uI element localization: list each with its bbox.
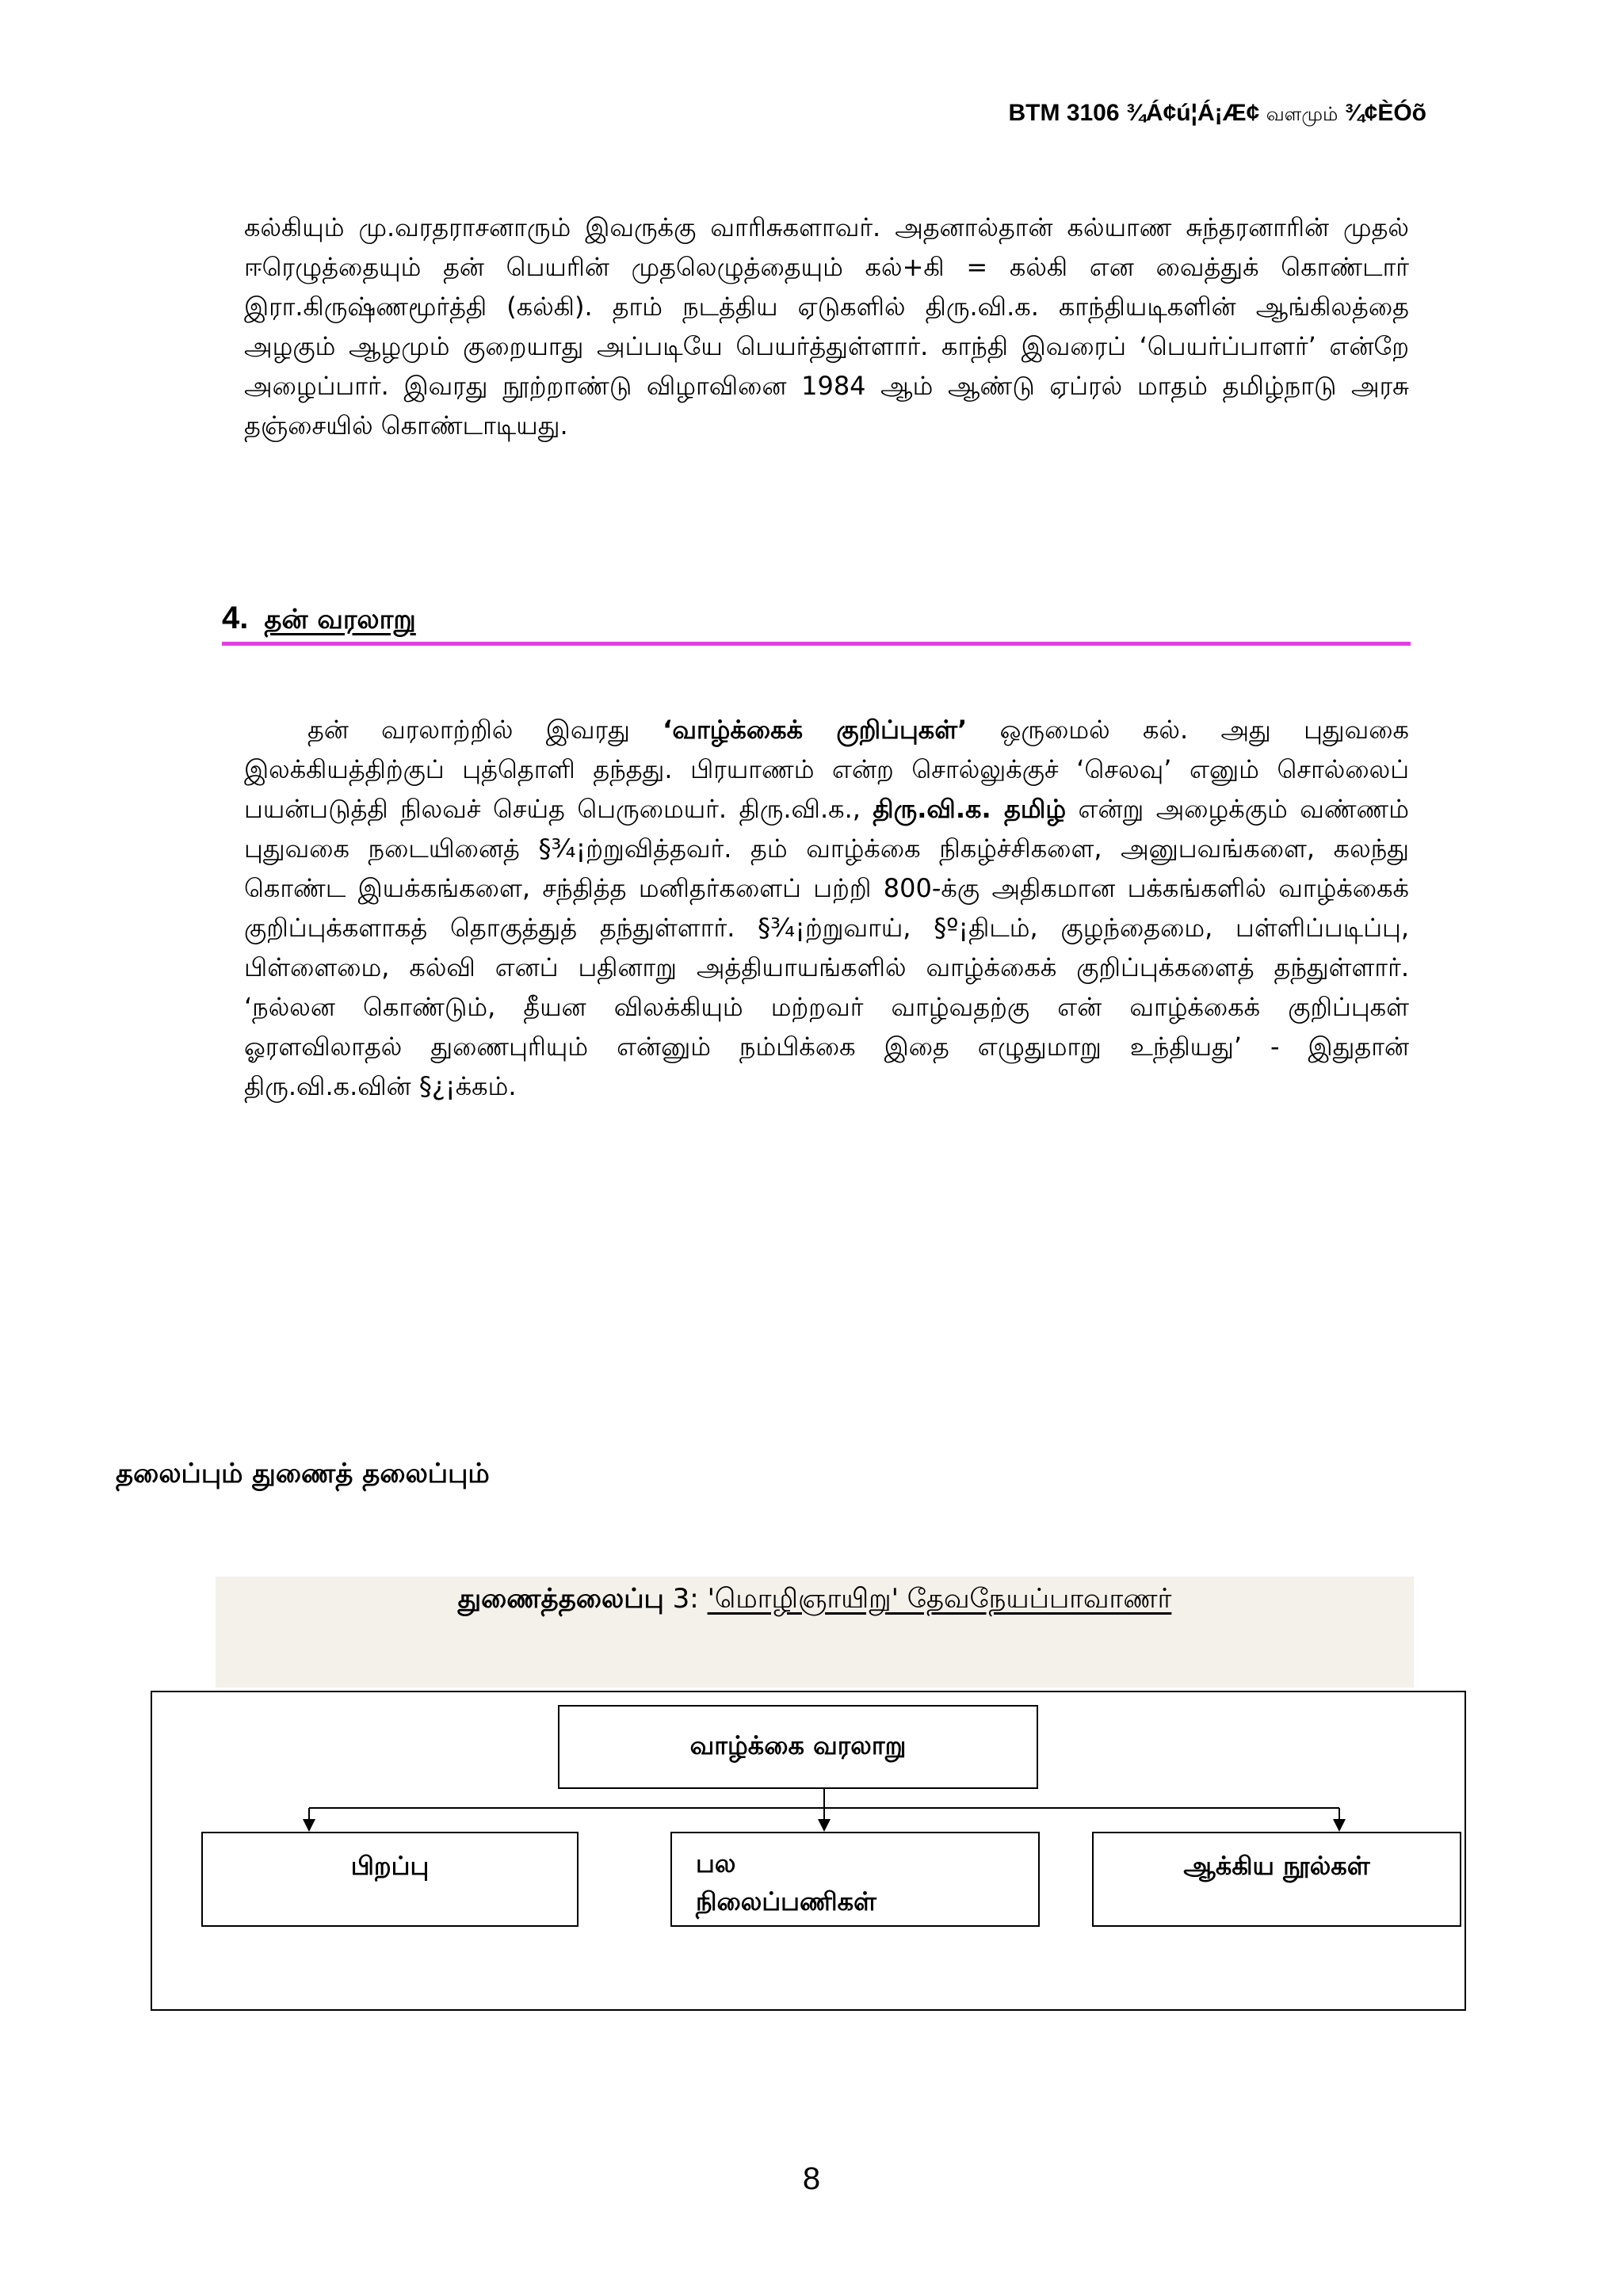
paragraph-1: கல்கியும் மு.வரதராசனாரும் இவருக்கு வாரிசுகளாவர். அதனால்தான் கல்யாண சுந்தரனாரின் முதல் ஈரெழுத்தையும் தன் பெயரின் முதலெழுத்தையும் கல்+கி = கல்கி என வைத்துக் கொண்டார் இரா.கிருஷ்ணமூர்த்தி (கல்கி). தாம் நடத்திய ஏடுகளில் திரு.வி.க. காந்தியடிகளின் ஆங்கிலத்தை அழகும் ஆழமும் குறையாது அப்படியே பெயர்த்துள்ளார். காந்தி இவரைப் ‘பெயர்ப்பாளர்’ என்றே அழைப்பார். இவரது நூற்றாண்டு விழாவினை 1984 ஆம் ஆண்டு ஏப்ரல் மாதம் தமிழ்நாடு அரசு தஞ்சையில் கொண்டாடியது. [244, 212, 1410, 441]
diagram-root-node [558, 1705, 1038, 1789]
subtopic-title [216, 1583, 1414, 1618]
header-middle: வளமும் [1266, 104, 1338, 125]
diagram-node-positions-line-2: நிலைப்பணிகள் [696, 1886, 876, 1917]
course-code: BTM 3106 [1008, 100, 1120, 126]
page-number: 8 [802, 2161, 821, 2196]
subtopic-link[interactable]: 'மொழிஞாயிறு' தேவநேயப்பாவாணர் [707, 1583, 1172, 1615]
subtopic-label: துணைத்தலைப்பு [457, 1583, 664, 1615]
running-header [1009, 100, 1427, 128]
paragraph-2-text-1: தன் வரலாற்றில் இவரது [307, 715, 630, 745]
section-heading [222, 601, 416, 639]
paragraph-2-bold-2: திரு.வி.க. தமிழ் [873, 794, 1067, 824]
paragraph-2-bold-1: ‘வாழ்க்கைக் குறிப்புகள்’ [663, 715, 968, 745]
paragraph-2-text-2: ஒருமைல் கல். அது புதுவகை இலக்கியத்திற்குப் புத்தொளி தந்தது. பிரயாணம் என்ற சொல்லுக்குச் ‘செலவு’ எனும் சொல்லைப் பயன்படுத்தி நிலவச் செய்த பெருமையர். திரு.வி.க., [244, 715, 1410, 824]
subtopic-number: 3: [672, 1583, 699, 1615]
paragraph-2-text-3: என்று அழைக்கும் வண்ணம் புதுவகை நடையினைத் §¾¡ற்றுவித்தவர். தம் வாழ்க்கை நிகழ்ச்சிகளை, அனுபவங்களை, கலந்து கொண்ட இயக்கங்களை, சந்தித்த மனிதர்களைப் பற்றி 800-க்கு அதிகமான பக்கங்களில் வாழ்க்கைக் குறிப்புக்களாகத் தொகுத்துத் தந்துள்ளார். §¾¡ற்றுவாய், §º¡திடம், குழந்தைமை, பள்ளிப்படிப்பு, பிள்ளைமை, கல்வி எனப் பதினாறு அத்தியாயங்களில் வாழ்க்கைக் குறிப்புக்களைத் தந்துள்ளார். ‘நல்லன கொண்டும், தீயன விலக்கியும் மற்றவர் வாழ்வதற்கு என் வாழ்க்கைக் குறிப்புகள் ஓரளவிலாதல் துணைபுரியும் என்னும் நம்பிக்கை இதை எழுதுமாறு உந்தியது’ - இதுதான் திரு.வி.க.வின் §¿¡க்கம். [244, 794, 1410, 1101]
header-garbled-1: ¾Á¢ú¦Á¡Æ¢ [1125, 100, 1260, 126]
diagram-node-birth [201, 1832, 579, 1927]
diagram-node-birth-label: பிறப்பு [350, 1851, 430, 1881]
diagram-root-label: வாழ்க்கை வரலாறு [689, 1730, 907, 1760]
diagram-node-positions [670, 1832, 1040, 1927]
diagram-node-positions-line-1: பல [696, 1848, 736, 1878]
paragraph-2 [244, 710, 1409, 1106]
header-garbled-2: ¾¢ÈÓõ [1344, 100, 1426, 126]
diagram-node-works-label: ஆக்கிய நூல்கள் [1183, 1851, 1370, 1881]
subheading: தலைப்பும் துணைத் தலைப்பும் [116, 1458, 490, 1489]
section-divider [222, 642, 1411, 646]
section-number: 4. [222, 601, 249, 635]
diagram-node-works [1092, 1832, 1461, 1927]
section-title: தன் வரலாறு [264, 604, 416, 635]
